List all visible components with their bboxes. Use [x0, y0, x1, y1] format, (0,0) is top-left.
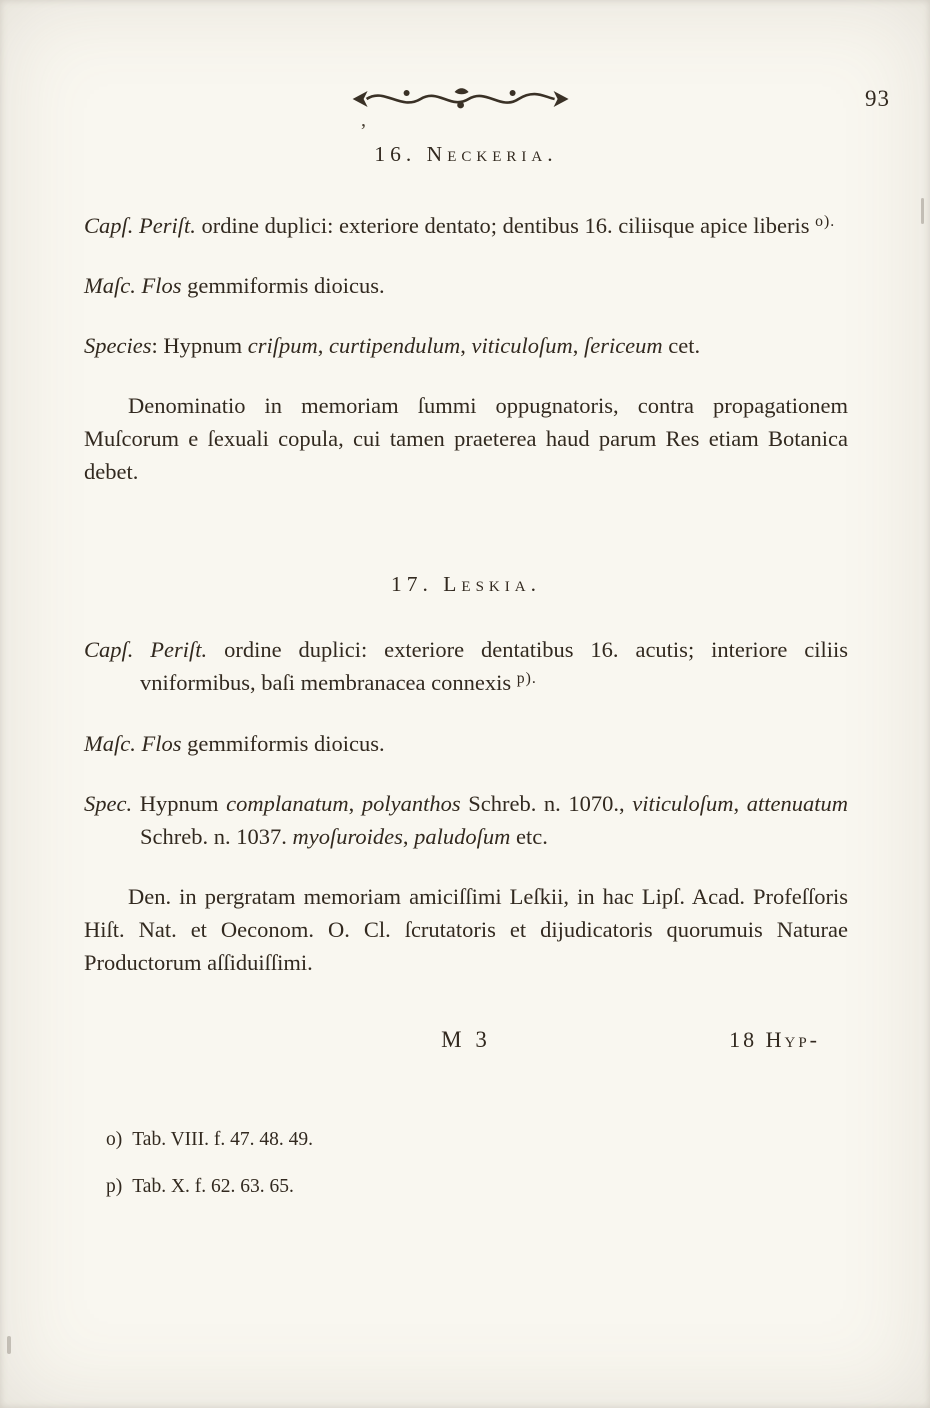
footnotes-block	[84, 1127, 848, 1201]
paragraph-neckeria-denominatio: Denominatio in memoriam ſummi oppugnatoris, contra propagationem Muſcorum e ſexuali copula, cui tamen praeterea haud parum Res etiam Botanica debet.	[84, 393, 848, 485]
text-run-italic: Capſ. Periſt.	[84, 637, 208, 663]
text-run-italic: paludoſum	[414, 823, 511, 849]
text-run: ,	[402, 823, 415, 849]
text-run-italic: Species	[84, 333, 152, 359]
text-run-italic: Capſ. Periſt.	[84, 213, 196, 238]
text-run: gemmiformis dioicus.	[181, 730, 385, 756]
text-run: ordine duplici: exteriore dentato; dentibus 16. ciliisque apice liberis	[195, 213, 816, 238]
paragraph-neckeria-caps-perist	[84, 209, 848, 242]
text-run: ,	[733, 790, 747, 816]
section-heading-neckeria: 16. Neckeria.	[374, 142, 558, 166]
text-run-italic: viticuloſum	[471, 333, 573, 359]
footnote-text: Tab. X. f. 62. 63. 65.	[132, 1176, 294, 1198]
text-run: ,	[460, 333, 472, 359]
footnote-reference-o: o).	[815, 212, 836, 230]
text-run: Hypnum	[132, 790, 227, 816]
text-run: Schreb. n. 1037.	[140, 823, 293, 849]
footnote-text: Tab. VIII. f. 47. 48. 49.	[132, 1128, 314, 1150]
text-run: ,	[317, 333, 329, 359]
text-run: etc.	[510, 823, 548, 849]
paragraph-leskia-masc-flos	[84, 727, 848, 760]
ornament-divider-icon	[351, 84, 571, 114]
text-run-italic: viticuloſum	[632, 790, 734, 816]
text-run-italic: ſericeum	[583, 333, 663, 359]
text-run-italic: myoſuroides	[292, 823, 403, 849]
text-run: ,	[348, 790, 362, 816]
paragraph-leskia-denominatio: Den. in pergratam memoriam amiciſſimi Leſkii, in hac Lipſ. Acad. Profeſſoris Hiſt. Nat. et Oeconom. O. Cl. ſcrutatoris et dijudicatoris quorumuis Naturae Productorum aſſiduiſſimi.	[84, 883, 848, 975]
scan-artifact	[921, 198, 924, 224]
text-run-italic: criſpum	[247, 333, 318, 359]
text-run: ,	[572, 333, 584, 359]
text-run-italic: complanatum	[226, 790, 349, 816]
footnote-p	[106, 1174, 848, 1200]
scan-artifact	[7, 1336, 11, 1354]
footnote-reference-p: p).	[516, 670, 537, 688]
catchword: 18 Hyp-	[729, 1026, 820, 1052]
text-run-italic: curtipendulum	[328, 333, 461, 359]
text-run: ordine duplici: exteriore dentatibus 16. acutis; interiore ciliis vniformibus, baſi membranacea connexis	[140, 637, 848, 696]
paragraph-neckeria-masc-flos	[84, 269, 848, 302]
text-run: cet.	[662, 333, 701, 359]
text-run-italic: Maſc. Flos	[84, 273, 182, 299]
signature-row	[84, 1027, 848, 1061]
paragraph-neckeria-species	[84, 329, 848, 362]
paragraph-leskia-caps-perist	[84, 633, 848, 699]
ink-speck: ’	[360, 120, 367, 142]
gathering-signature: M 3	[441, 1026, 491, 1052]
footnote-marker: o)	[106, 1128, 123, 1150]
text-run-italic: Spec.	[84, 790, 133, 816]
text-run: Schreb. n. 1070.,	[460, 790, 633, 816]
text-run-italic: polyanthos	[361, 790, 461, 816]
section-heading-leskia: 17. Leskia.	[391, 572, 541, 597]
text-run-italic: attenuatum	[746, 790, 849, 816]
page-number: 93	[865, 86, 890, 111]
paragraph-leskia-spec	[84, 787, 848, 853]
footnote-marker: p)	[106, 1176, 123, 1198]
text-run: gemmiformis dioicus.	[181, 273, 385, 299]
text-run-italic: Maſc. Flos	[84, 730, 182, 756]
text-run: : Hypnum	[151, 333, 248, 359]
footnote-o	[106, 1127, 848, 1153]
